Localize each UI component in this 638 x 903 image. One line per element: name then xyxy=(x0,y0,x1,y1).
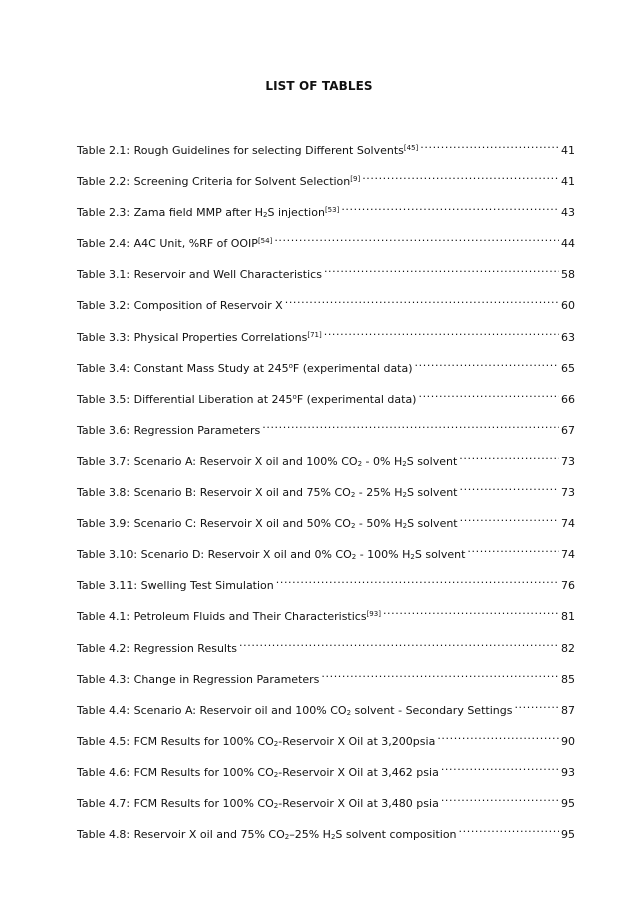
toc-entry-label xyxy=(77,794,439,813)
subscript-text: 2 xyxy=(357,459,363,468)
dot-leader xyxy=(274,228,559,247)
superscript-text: [71] xyxy=(307,330,322,339)
superscript-text: o xyxy=(292,392,297,401)
toc-entry[interactable] xyxy=(77,228,575,251)
page-number: 63 xyxy=(561,330,575,344)
superscript-text: o xyxy=(288,361,293,370)
toc-entry[interactable] xyxy=(77,290,575,313)
subscript-text: 2 xyxy=(402,459,407,468)
dot-leader xyxy=(262,415,559,434)
page-title: LIST OF TABLES xyxy=(265,79,373,93)
page-number: 82 xyxy=(561,641,575,655)
page-number: 93 xyxy=(561,765,575,779)
dot-leader xyxy=(418,384,559,403)
superscript-text: [54] xyxy=(257,237,273,246)
toc-entry-label xyxy=(77,514,458,533)
toc-entry[interactable] xyxy=(77,259,575,282)
page-number: 95 xyxy=(561,796,575,810)
toc-entry-label xyxy=(77,545,465,564)
toc-entry-label xyxy=(77,390,416,409)
toc-entry[interactable] xyxy=(77,166,575,189)
label-text: Table 4.7: FCM Results for 100% CO xyxy=(77,796,274,810)
dot-leader xyxy=(420,135,559,154)
subscript-text: 2 xyxy=(263,211,268,220)
toc-entry[interactable] xyxy=(77,726,575,748)
label-text: Table 4.8: Reservoir X oil and 75% CO xyxy=(77,828,285,842)
label-text: Table 4.2: Regression Results xyxy=(77,641,238,655)
subscript-text: 2 xyxy=(410,553,415,562)
toc-entry-label xyxy=(77,701,512,720)
toc-entry[interactable] xyxy=(77,197,575,220)
toc-entry[interactable] xyxy=(77,446,575,468)
toc-entry-label xyxy=(77,452,457,471)
subscript-text: 2 xyxy=(273,739,279,748)
toc-entry[interactable] xyxy=(77,415,575,437)
label-text: Table 3.3: Physical Properties Correlations xyxy=(77,330,308,344)
toc-entry-label xyxy=(77,328,322,347)
page-number: 81 xyxy=(561,610,575,624)
subscript-text: 2 xyxy=(273,770,279,779)
superscript-text: [9] xyxy=(350,175,361,184)
toc-entry-label xyxy=(77,234,272,253)
subscript-text: 2 xyxy=(402,491,407,500)
label-text: - 50% H xyxy=(355,517,403,531)
label-text: Table 3.1: Reservoir and Well Characteristics xyxy=(77,268,322,282)
toc-entry-label xyxy=(77,639,237,658)
label-text: Table 4.1: Petroleum Fluids and Their Characteristics xyxy=(77,610,367,624)
label-text: S solvent xyxy=(414,548,466,562)
dot-leader xyxy=(460,477,560,496)
subscript-text: 2 xyxy=(346,708,352,717)
label-text: Table 4.4: Scenario A: Reservoir oil and 100% CO xyxy=(77,703,347,717)
page-number: 74 xyxy=(561,517,575,531)
label-text: - 25% H xyxy=(355,486,403,500)
label-text: Table 2.2: Screening Criteria for Solvent Selection xyxy=(77,175,351,189)
label-text: Table 3.2: Composition of Reservoir X xyxy=(77,299,283,313)
page-number: 87 xyxy=(561,703,575,717)
page-number: 73 xyxy=(561,486,575,500)
label-text: Table 3.9: Scenario C: Reservoir X oil and 50% CO xyxy=(77,517,351,531)
toc-entry-label xyxy=(77,576,274,595)
label-text: Table 4.3: Change in Regression Parameters xyxy=(77,672,320,686)
toc-entry[interactable] xyxy=(77,384,575,406)
label-text: Table 3.7: Scenario A: Reservoir X oil and 100% CO xyxy=(77,454,358,468)
label-text: solvent - Secondary Settings xyxy=(351,703,513,717)
list-of-tables xyxy=(77,135,575,850)
toc-entry-label xyxy=(77,141,418,160)
dot-leader xyxy=(467,539,559,558)
toc-entry[interactable] xyxy=(77,664,575,686)
toc-entry[interactable] xyxy=(77,135,575,157)
label-text: - 0% H xyxy=(362,454,403,468)
label-text: Table 3.5: Differential Liberation at 245 xyxy=(77,392,293,406)
dot-leader xyxy=(459,819,559,838)
dot-leader xyxy=(276,570,559,589)
label-text: -Reservoir X Oil at 3,200psia xyxy=(278,734,436,748)
toc-entry-label xyxy=(77,172,360,191)
superscript-text: [53] xyxy=(324,206,340,215)
label-text: Table 3.11: Swelling Test Simulation xyxy=(77,579,274,593)
dot-leader xyxy=(514,695,559,714)
toc-entry-label xyxy=(77,296,283,315)
page-number: 60 xyxy=(561,299,575,313)
page-number: 44 xyxy=(561,237,575,251)
dot-leader xyxy=(239,633,559,652)
dot-leader xyxy=(441,757,559,776)
label-text: F (experimental data) xyxy=(296,392,417,406)
label-text: Table 3.10: Scenario D: Reservoir X oil and 0% CO xyxy=(77,548,352,562)
label-text: S solvent composition xyxy=(335,828,457,842)
dot-leader xyxy=(321,664,559,683)
toc-entry-label xyxy=(77,732,435,751)
dot-leader xyxy=(285,290,559,309)
page-number: 67 xyxy=(561,423,575,437)
dot-leader xyxy=(441,788,559,807)
dot-leader xyxy=(324,322,559,341)
page-number: 41 xyxy=(561,144,575,157)
toc-entry-label xyxy=(77,203,339,222)
toc-entry[interactable] xyxy=(77,322,575,344)
label-text: F (experimental data) xyxy=(292,361,413,375)
subscript-text: 2 xyxy=(350,522,356,531)
toc-entry[interactable] xyxy=(77,539,575,562)
label-text: Table 4.6: FCM Results for 100% CO xyxy=(77,765,274,779)
subscript-text: 2 xyxy=(273,801,279,810)
label-text: Table 4.5: FCM Results for 100% CO xyxy=(77,734,274,748)
label-text: S solvent xyxy=(407,517,458,531)
page-number: 76 xyxy=(561,579,575,593)
superscript-text: [45] xyxy=(403,144,419,152)
toc-entry[interactable] xyxy=(77,757,575,779)
subscript-text: 2 xyxy=(402,522,408,531)
page-number: 43 xyxy=(561,206,575,220)
label-text: - 100% H xyxy=(356,548,411,562)
page-number: 73 xyxy=(561,454,575,468)
dot-leader xyxy=(362,166,559,185)
toc-entry[interactable] xyxy=(77,601,575,624)
subscript-text: 2 xyxy=(284,833,290,842)
dot-leader xyxy=(341,197,559,216)
toc-entry[interactable] xyxy=(77,570,575,593)
toc-entry[interactable] xyxy=(77,477,575,500)
dot-leader xyxy=(415,353,559,372)
label-text: –25% H xyxy=(289,828,331,842)
label-text: Table 2.4: A4C Unit, %RF of OOIP xyxy=(77,237,258,251)
label-text: Table 3.8: Scenario B: Reservoir X oil and 75% CO xyxy=(77,486,351,500)
label-text: -Reservoir X Oil at 3,462 psia xyxy=(278,765,439,779)
toc-entry-label xyxy=(77,607,381,626)
page-number: 66 xyxy=(561,392,575,406)
subscript-text: 2 xyxy=(330,833,336,842)
toc-entry-label xyxy=(77,670,319,689)
label-text: Table 2.3: Zama field MMP after H xyxy=(77,206,264,220)
dot-leader xyxy=(460,508,559,527)
label-text: Table 3.4: Constant Mass Study at 245 xyxy=(77,361,289,375)
dot-leader xyxy=(324,259,559,278)
subscript-text: 2 xyxy=(350,491,356,500)
toc-entry-label xyxy=(77,483,458,502)
toc-entry-label xyxy=(77,421,260,440)
superscript-text: [93] xyxy=(366,610,381,619)
toc-entry[interactable] xyxy=(77,788,575,810)
dot-leader xyxy=(459,446,559,465)
label-text: S solvent xyxy=(406,486,458,500)
label-text: Table 3.6: Regression Parameters xyxy=(77,423,261,437)
toc-entry-label xyxy=(77,265,322,284)
toc-entry-label xyxy=(77,825,457,844)
toc-entry[interactable] xyxy=(77,633,575,655)
page-number: 58 xyxy=(561,268,575,282)
dot-leader xyxy=(437,726,559,745)
toc-entry[interactable] xyxy=(77,819,575,842)
toc-entry[interactable] xyxy=(77,508,575,531)
dot-leader xyxy=(383,601,559,620)
label-text: S injection xyxy=(267,206,325,220)
subscript-text: 2 xyxy=(351,553,357,562)
page-number: 85 xyxy=(561,672,575,686)
page-number: 41 xyxy=(561,175,575,189)
page-number: 90 xyxy=(561,734,575,748)
page-number: 95 xyxy=(561,828,575,842)
page-number: 65 xyxy=(561,361,575,375)
toc-entry-label xyxy=(77,359,413,378)
label-text: -Reservoir X Oil at 3,480 psia xyxy=(278,796,439,810)
label-text: Table 2.1: Rough Guidelines for selecting Different Solvents xyxy=(77,144,404,157)
label-text: S solvent xyxy=(406,454,458,468)
toc-entry[interactable] xyxy=(77,695,575,717)
page-number: 74 xyxy=(561,548,575,562)
toc-entry[interactable] xyxy=(77,353,575,375)
toc-entry-label xyxy=(77,763,439,782)
